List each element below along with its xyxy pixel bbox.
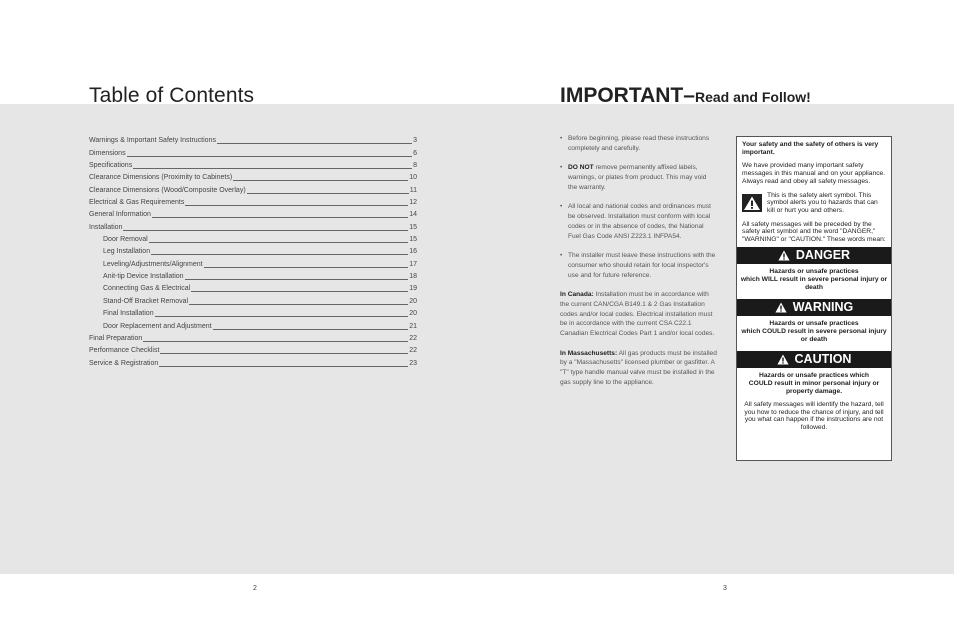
toc-leader-line — [151, 254, 408, 255]
danger-banner — [737, 247, 891, 264]
toc-leader-line — [185, 205, 408, 206]
page-number-left: 2 — [253, 585, 257, 592]
toc-entry — [89, 318, 417, 330]
toc-leader-line — [133, 168, 412, 169]
toc-leader-line — [185, 279, 409, 280]
safety-alert-icon — [742, 194, 762, 212]
toc-entry — [89, 269, 417, 281]
toc-entry-page: 8 — [413, 162, 417, 170]
do-not-text: remove permanently affixed labels, warnings, or plates from product. This may void the warranty. — [568, 164, 707, 191]
warning-label: WARNING — [792, 300, 854, 315]
warning-triangle-icon — [775, 302, 787, 313]
toc-entry-page: 19 — [409, 285, 417, 293]
caution-banner — [737, 351, 891, 368]
toc-entry — [89, 232, 417, 244]
toc-entry — [89, 281, 417, 293]
toc-entry-page: 12 — [409, 199, 417, 207]
canada-label: In Canada: — [560, 290, 594, 298]
safety-intro: Your safety and the safety of others is very important. — [742, 141, 879, 156]
toc-entry-title: Stand-Off Bracket Removal — [103, 297, 189, 305]
toc-leader-line — [152, 217, 408, 218]
toc-entry-title: Dimensions — [89, 149, 126, 157]
page-number-right: 3 — [723, 585, 727, 592]
toc-entry-page: 22 — [409, 347, 417, 355]
do-not-label: DO NOT — [568, 164, 594, 172]
toc-entry-page: 21 — [409, 322, 417, 330]
toc-entry — [89, 343, 417, 355]
massachusetts-label: In Massachusetts: — [560, 349, 618, 357]
toc-entry-title: Service & Registration — [89, 359, 159, 367]
toc-entry-title: General Information — [89, 211, 151, 219]
toc-entry — [89, 195, 417, 207]
toc-entry — [89, 170, 417, 182]
toc-leader-line — [143, 341, 408, 342]
toc-entry-title: Final Preparation — [89, 334, 143, 342]
list-item: • Before beginning, please read these instructions completely and carefully. — [560, 134, 717, 154]
toc-entry-title: Electrical & Gas Requirements — [89, 199, 185, 207]
massachusetts-text: All gas products must be installed by a "Massachusetts" licensed plumber or gasfitter. A "T" type handle manual valve must be installed in the gas supply line to the appliance. — [560, 349, 717, 386]
toc-entry-title: Clearance Dimensions (Proximity to Cabinets) — [89, 174, 233, 182]
warning-desc-line: which COULD result in severe personal injury or death — [741, 327, 887, 343]
warning-description — [737, 320, 891, 344]
instructions-column — [560, 134, 717, 397]
toc-leader-line — [204, 267, 409, 268]
toc-entry-page: 6 — [413, 149, 417, 157]
caution-desc-line: COULD result in minor personal injury or property damage. — [748, 379, 880, 395]
toc-entry-title: Warnings & Important Safety Instructions — [89, 137, 216, 145]
warning-banner — [737, 299, 891, 316]
toc-entry-title: Door Replacement and Adjustment — [103, 322, 212, 330]
warning-triangle-icon — [777, 354, 789, 365]
toc-entry-title: Door Removal — [103, 236, 148, 244]
toc-entry-page: 10 — [409, 174, 417, 182]
toc-leader-line — [160, 353, 408, 354]
danger-desc-line: Hazards or unsafe practices — [769, 267, 859, 275]
toc-entry-title: Clearance Dimensions (Wood/Composite Overlay) — [89, 186, 246, 194]
toc-entry — [89, 133, 417, 145]
toc-leader-line — [247, 193, 409, 194]
toc-leader-line — [123, 230, 408, 231]
danger-label: DANGER — [795, 248, 851, 263]
danger-description — [737, 268, 891, 292]
canada-text: Installation must be in accordance with the current CAN/CGA B149.1 & 2 Gas Installation codes and/or local codes. Electrical installation must be in accordance with the current CSA C22.1 Canadian Electrical Codes Part 1 and/or local codes. — [560, 290, 715, 338]
safety-symbol-text: This is the safety alert symbol. This symbol alerts you to hazards that can kill or hurt you and others. — [767, 191, 878, 214]
massachusetts-paragraph — [560, 349, 717, 388]
list-item: • The installer must leave these instructions with the consumer who should retain for local inspector's use and for future reference. — [560, 251, 717, 280]
toc-entry-page: 23 — [409, 359, 417, 367]
toc-entry-title: Performance Checklist — [89, 347, 160, 355]
toc-entry-page: 20 — [409, 310, 417, 318]
toc-entry — [89, 306, 417, 318]
important-heading — [560, 84, 811, 108]
toc-entry — [89, 331, 417, 343]
toc-leader-line — [233, 180, 408, 181]
toc-entry — [89, 293, 417, 305]
safety-box — [736, 136, 892, 461]
list-item — [560, 163, 717, 192]
toc-entry — [89, 355, 417, 367]
table-of-contents — [89, 133, 417, 368]
warning-triangle-icon — [778, 250, 790, 261]
toc-heading: Table of Contents — [89, 84, 255, 107]
safety-messages-text: We have provided many important safety messages in this manual and on your appliance. Always read and obey all safety messages. — [742, 162, 886, 185]
toc-entry — [89, 219, 417, 231]
toc-entry-title: Connecting Gas & Electrical — [103, 285, 191, 293]
toc-entry-page: 16 — [409, 248, 417, 256]
toc-entry — [89, 158, 417, 170]
toc-entry-page: 14 — [409, 211, 417, 219]
toc-entry-page: 11 — [409, 186, 417, 194]
toc-entry-page: 22 — [409, 334, 417, 342]
toc-leader-line — [155, 316, 409, 317]
toc-entry — [89, 145, 417, 157]
toc-entry-title: Specifications — [89, 162, 133, 170]
danger-desc-line: which WILL result in severe personal injury or death — [740, 275, 888, 291]
safety-symbol-row — [737, 192, 891, 215]
canada-paragraph — [560, 290, 717, 339]
toc-entry — [89, 182, 417, 194]
important-heading-sub: Read and Follow! — [694, 89, 811, 105]
toc-entry-page: 15 — [409, 223, 417, 231]
toc-entry-page: 17 — [409, 260, 417, 268]
toc-entry-title: Leveling/Adjustments/Alignment — [103, 260, 203, 268]
toc-entry-page: 20 — [409, 297, 417, 305]
toc-leader-line — [213, 329, 409, 330]
signal-words-text: All safety messages will be preceded by the safety alert symbol and the word "DANGER," "WARNING" or "CAUTION." These words mean: — [742, 220, 886, 244]
toc-leader-line — [189, 304, 408, 305]
toc-entry-page: 3 — [413, 137, 417, 145]
toc-leader-line — [127, 156, 413, 157]
caution-description — [737, 372, 891, 396]
toc-entry — [89, 244, 417, 256]
caution-label: CAUTION — [794, 352, 852, 367]
toc-entry-title: Anit-tip Device Installation — [103, 273, 184, 281]
toc-entry-title: Installation — [89, 223, 123, 231]
toc-entry — [89, 207, 417, 219]
caution-desc-line: Hazards or unsafe practices which — [758, 371, 869, 379]
toc-entry-page: 18 — [409, 273, 417, 281]
toc-entry-title: Final Installation — [103, 310, 154, 318]
toc-entry-title: Leg Installation — [103, 248, 151, 256]
list-item: • All local and national codes and ordinances must be observed. Installation must conform with local codes or in the absence of codes, the National Fuel Gas Code ANSI Z223.1 INFPA54. — [560, 202, 717, 241]
warning-desc-line: Hazards or unsafe practices — [769, 319, 859, 327]
toc-leader-line — [191, 291, 408, 292]
toc-leader-line — [217, 143, 412, 144]
toc-entry — [89, 256, 417, 268]
safety-final-text: All safety messages will identify the hazard, tell you how to reduce the chance of injury, and tell you what can happen if the instructions are not followed. — [744, 400, 884, 432]
important-heading-main: IMPORTANT– — [560, 84, 695, 107]
toc-entry-page: 15 — [409, 236, 417, 244]
toc-leader-line — [159, 366, 408, 367]
toc-leader-line — [149, 242, 408, 243]
instructions-list — [560, 134, 717, 280]
